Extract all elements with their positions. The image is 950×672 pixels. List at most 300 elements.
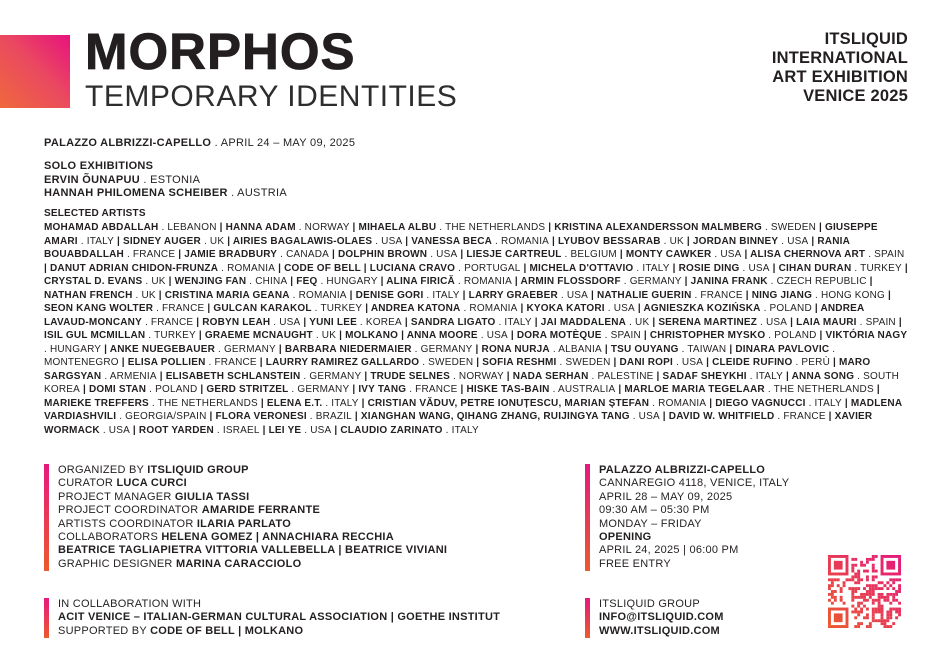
artist-item: FEQ . HUNGARY (296, 276, 378, 287)
separator: | (473, 357, 483, 368)
info-line: FREE ENTRY (599, 557, 671, 570)
section-heading: SOLO EXHIBITIONS (44, 160, 154, 172)
artist-item: MIHAELA ALBU . THE NETHERLANDS (358, 222, 546, 233)
solo-artists-list (44, 174, 287, 201)
separator: | (287, 276, 297, 287)
artist-name: YUNI LEE (309, 316, 357, 328)
separator: | (830, 357, 839, 368)
artist-item: ROSIE DING . USA (678, 262, 770, 274)
artist-name: ALINA FIRICĂ (386, 276, 455, 287)
credit-value: ITSLIQUID GROUP (147, 464, 249, 476)
branding-line: ITSLIQUID (824, 30, 908, 48)
credits-section (44, 464, 447, 571)
artist-item: CRISTIAN VĂDUV, PETRE IONUȚESCU, MARIAN ȘTEFAN . ROMANIA (367, 397, 707, 409)
info-line: CANNAREGIO 4118, VENICE, ITALY (599, 477, 790, 490)
artist-name: GRAEME MCNAUGHT (204, 330, 313, 341)
artist-item: ELISA POLLIEN . FRANCE (127, 357, 257, 368)
artist-name: SEON KANG WOLTER (44, 303, 154, 314)
separator: | (101, 343, 110, 355)
artist-item: NING JIANG . HONG KONG (751, 289, 886, 301)
artist-name: MARO SARGSYAN (44, 357, 871, 382)
artist-name: JAI MADDALENA (540, 316, 627, 328)
separator: | (351, 411, 361, 422)
separator: | (726, 343, 736, 355)
artist-item: MARO SARGSYAN . ARMENIA (44, 357, 871, 382)
separator: | (669, 262, 679, 274)
credit-line: GRAPHIC DESIGNER MARINA CARACCIOLO (58, 557, 302, 570)
artist-name: DINARA PAVLOVIC (735, 343, 830, 355)
info-line (599, 611, 724, 624)
separator: | (129, 424, 139, 436)
artist-name: CRISTIAN VĂDUV, PETRE IONUȚESCU, MARIAN ȘTEFAN (367, 397, 650, 409)
artist-item: MONTY CAWKER . USA (625, 249, 742, 260)
separator: | (361, 370, 371, 382)
artist-name: MIHAELA ALBU (358, 222, 437, 233)
venue-info-section (585, 464, 789, 571)
artist-name: ELENA E.T. (266, 397, 323, 409)
artist-item: SOFIA RESHMI . SWEDEN (482, 357, 611, 368)
artist-name: FLORA VERONESI (215, 411, 307, 422)
artist-name: SANDRA LIGATO (410, 316, 496, 328)
separator: | (873, 384, 880, 395)
artist-item: KRISTINA ALEXANDERSSON MALMBERG . SWEDEN (554, 222, 816, 233)
artist-name: DAVID W. WHITFIELD (668, 411, 775, 422)
artist-item: SERENA MARTINEZ . USA (658, 316, 788, 328)
info-value: INFO@ITSLIQUID.COM (599, 611, 724, 624)
artist-item: RANIA BOUABDALLAH . FRANCE (44, 235, 850, 260)
separator: | (346, 289, 356, 301)
artist-item: CRYSTAL D. EVANS . UK (44, 276, 166, 287)
credit-line: ARTISTS COORDINATOR ILARIA PARLATO (58, 517, 292, 530)
artist-name: VIKTÓRIA NAGY (825, 330, 908, 341)
separator: | (257, 397, 267, 409)
separator: | (360, 262, 370, 274)
artist-item: CLAUDIO ZARINATO . ITALY (340, 424, 479, 436)
artist-item: DANI ROPI . USA (619, 357, 704, 368)
branding-line: ART EXHIBITION (772, 68, 908, 86)
info-line (599, 464, 789, 477)
artist-name: ALISA CHERNOVA ART (750, 249, 866, 260)
venue-name: PALAZZO ALBRIZZI-CAPELLO (44, 137, 212, 149)
artist-item: CHRISTOPHER MYSKO . POLAND (649, 330, 817, 341)
credit-value: CODE OF BELL | MOLKANO (150, 624, 304, 637)
separator: . (211, 137, 221, 149)
artist-name: MARLOE MARIA TEGELAAR (624, 384, 765, 395)
info-line: MONDAY – FRIDAY (599, 517, 702, 530)
artist-item: IVY TANG . FRANCE (358, 384, 458, 395)
artist-name: SADAF SHEYKHI (662, 370, 747, 382)
artist-name: ANDREA KATONA (370, 303, 461, 314)
artist-item: LYUBOV BESSARAB . UK (558, 235, 684, 247)
artist-item: YUNI LEE . KOREA (309, 316, 402, 328)
artist-item: DOMI STAN . POLAND (88, 384, 198, 395)
page-title: MORPHOS (85, 23, 356, 80)
artist-name: NADA SERHAN (512, 370, 589, 382)
artist-name: CHRISTOPHER MYSKO (649, 330, 766, 341)
artist-item: SANDRA LIGATO . ITALY (410, 316, 532, 328)
artist-name: LIESJE CARTREUL (466, 249, 562, 260)
artist-item: LAIA MAURI . SPAIN (796, 316, 896, 328)
separator: | (659, 411, 669, 422)
artist-item: ALINA FIRICĂ . ROMANIA (386, 276, 512, 287)
separator: | (588, 289, 598, 301)
artist-item: AGNIESZKA KOZIŃSKA . POLAND (643, 303, 812, 314)
separator: | (398, 330, 407, 341)
separator: | (336, 330, 346, 341)
separator: | (649, 316, 659, 328)
separator: | (520, 262, 530, 274)
artist-name: ANNA SONG (791, 370, 855, 382)
artist-item: ALISA CHERNOVA ART . SPAIN (750, 249, 905, 260)
artist-item: MARLOE MARIA TEGELAAR . THE NETHERLANDS (624, 384, 874, 395)
artist-item: HANNA ADAM . NORWAY (225, 222, 350, 233)
artist-name: ANKE NUEGEBAUER (109, 343, 216, 355)
separator: | (224, 235, 233, 247)
artist-name: DIEGO VAGNUCCI (715, 397, 806, 409)
artist-name: ELISA POLLIEN (127, 357, 206, 368)
gradient-bar (44, 464, 49, 571)
separator: | (507, 330, 517, 341)
separator: | (545, 222, 555, 233)
artist-item: SIDNEY AUGER . UK (123, 235, 225, 247)
separator: | (193, 316, 203, 328)
artist-name: SIDNEY AUGER (123, 235, 201, 247)
separator: | (703, 357, 713, 368)
separator: | (706, 397, 716, 409)
artist-item: XAVIER WORMACK . USA (44, 411, 873, 436)
artist-name: AIRIES BAGALAWIS-OLAES (232, 235, 373, 247)
separator: | (866, 276, 873, 287)
info-value: PALAZZO ALBRIZZI-CAPELLO (599, 464, 766, 476)
artist-item: GRAEME MCNAUGHT . UK (204, 330, 337, 341)
info-line (599, 531, 789, 544)
artist-item: HISKE TAS-BAIN . AUSTRALIA (466, 384, 616, 395)
selected-artists-section (44, 207, 908, 437)
section-heading: SELECTED ARTISTS (44, 208, 146, 219)
artist-name: NING JIANG (751, 289, 813, 301)
artist-item: MADLENA VARDIASHVILI . GEORGIA/SPAIN (44, 397, 902, 422)
artist-name: FEQ (296, 276, 318, 287)
credit-line: SUPPORTED BY CODE OF BELL | MOLKANO (58, 624, 304, 637)
separator: | (808, 235, 818, 247)
separator: | (811, 303, 821, 314)
branding-line: VENICE 2025 (803, 87, 908, 105)
separator: | (175, 249, 185, 260)
artist-item: GIUSEPPE AMARI . ITALY (44, 222, 878, 247)
credit-value: MARINA CARACCIOLO (175, 557, 302, 570)
artist-name: WENJING FAN (174, 276, 247, 287)
artist-name: BARBARA NIEDERMAIER (284, 343, 412, 355)
credit-line (58, 544, 447, 557)
gradient-bar (585, 598, 590, 638)
separator: | (44, 262, 50, 274)
artist-name: LEI YE (268, 424, 302, 436)
artist-item: JAI MADDALENA . UK (540, 316, 650, 328)
artist-item: ANNA MOORE . USA (406, 330, 508, 341)
solo-artist-item: ERVIN ÕUNAPUU . ESTONIA (44, 173, 201, 186)
brand-gradient-square-icon (0, 35, 70, 108)
artist-name: KRISTINA ALEXANDERSSON MALMBERG (554, 222, 762, 233)
separator: | (156, 370, 166, 382)
info-line: APRIL 24, 2025 | 06:00 PM (599, 544, 739, 557)
artist-item: SEON KANG WOLTER . FRANCE (44, 303, 205, 314)
separator: | (165, 276, 175, 287)
artist-item: NATHALIE GUERIN . FRANCE (597, 289, 743, 301)
credit-value: GIULIA TASSI (174, 490, 250, 503)
artist-item: ANDREA LAVAUD-MONCANY . FRANCE (44, 303, 865, 328)
title-block (85, 23, 458, 114)
separator: | (349, 222, 359, 233)
separator: | (362, 303, 371, 314)
exhibition-dates: APRIL 24 – MAY 09, 2025 (220, 137, 356, 149)
artist-name: DANI ROPI (619, 357, 673, 368)
artist-name: DOLPHIN BROWN (337, 249, 428, 260)
artist-name: ANDREA LAVAUD-MONCANY (44, 303, 865, 328)
separator: | (401, 316, 411, 328)
artist-name: CIHAN DURAN (778, 262, 852, 274)
artist-item: ARMIN FLOSSDORF . GERMANY (520, 276, 682, 287)
info-line: ITSLIQUID GROUP (599, 598, 700, 610)
artist-item: LARRY GRAEBER . USA (468, 289, 589, 301)
credit-value: HELENA GOMEZ | ANNACHIARA RECCHIA (161, 531, 394, 544)
artist-item: ANKE NUEGEBAUER . GERMANY (109, 343, 276, 355)
artist-item: ANNA SONG . SOUTH KOREA (44, 370, 900, 395)
artist-name: MADLENA VARDIASHVILI (44, 397, 902, 422)
artist-item: GULCAN KARAKOL . TURKEY (213, 303, 363, 314)
separator: | (895, 316, 902, 328)
artist-name: ANNA MOORE (406, 330, 478, 341)
artist-name: GIUSEPPE AMARI (44, 222, 878, 247)
artist-item: MOHAMAD ABDALLAH . LEBANON (44, 222, 217, 233)
artist-name: AGNIESZKA KOZIŃSKA (643, 303, 761, 314)
separator: | (742, 289, 752, 301)
separator: | (216, 222, 226, 233)
separator: | (787, 316, 797, 328)
collaboration-section (44, 598, 500, 638)
separator: | (681, 276, 691, 287)
separator: | (653, 370, 663, 382)
venue-info-lines (599, 464, 789, 571)
artist-item: DOLPHIN BROWN . USA (337, 249, 458, 260)
info-line: 09:30 AM – 05:30 PM (599, 504, 710, 517)
artist-name: TRUDE SELNES (370, 370, 450, 382)
artist-name: VANESSA BECA (411, 235, 493, 247)
artist-item: AIRIES BAGALAWIS-OLAES . USA (232, 235, 403, 247)
artist-name: CRYSTAL D. EVANS (44, 276, 143, 287)
artist-item: TSU OUYANG . TAIWAN (610, 343, 727, 355)
artist-name: ROSIE DING (678, 262, 740, 274)
artist-name: MONTY CAWKER (625, 249, 712, 260)
artist-item: VANESSA BECA . ROMANIA (411, 235, 550, 247)
solo-artist-item: HANNAH PHILOMENA SCHEIBER . AUSTRIA (44, 187, 287, 199)
credit-line: PROJECT COORDINATOR AMARIDE FERRANTE (58, 504, 321, 517)
separator: | (197, 384, 207, 395)
artist-item: XIANGHAN WANG, QIHANG ZHANG, RUIJINGYA TANG . USA (360, 411, 660, 422)
separator: | (195, 330, 205, 341)
artist-name: GERD STRITZEL (206, 384, 289, 395)
artist-name: DENISE GORI (355, 289, 424, 301)
separator: | (601, 343, 611, 355)
artist-name: SERENA MARTINEZ (658, 316, 758, 328)
artist-item: VIKTÓRIA NAGY . HUNGARY (44, 330, 908, 355)
page-subtitle: TEMPORARY IDENTITIES (85, 80, 458, 114)
qr-code (828, 555, 901, 628)
artist-item: DANUT ADRIAN CHIDON-FRUNZA . ROMANIA (49, 262, 276, 274)
info-line (599, 625, 724, 638)
separator: | (885, 289, 892, 301)
separator: | (769, 262, 779, 274)
artist-item: ISIL GUL MCMILLAN . TURKEY (44, 330, 196, 341)
artist-item (284, 263, 361, 274)
artist-item: MICHELA D'OTTAVIO . ITALY (529, 262, 670, 274)
separator: | (275, 262, 285, 274)
artist-item: SADAF SHEYKHI . ITALY (662, 370, 784, 382)
artist-name: ERVIN ÕUNAPUU (44, 173, 140, 186)
artist-item: LAURRY RAMIREZ GALLARDO . SWEDEN (265, 357, 474, 368)
credit-line: CURATOR LUCA CURCI (58, 477, 187, 490)
separator: | (358, 397, 368, 409)
artist-name: HANNAH PHILOMENA SCHEIBER (44, 187, 228, 199)
credit-line: IN COLLABORATION WITH (58, 598, 202, 610)
credit-line: PROJECT MANAGER GIULIA TASSI (58, 490, 250, 503)
separator: | (329, 249, 338, 260)
artist-name: MOLKANO (345, 330, 399, 341)
artist-name: ISIL GUL MCMILLAN (44, 330, 146, 341)
separator: | (457, 384, 467, 395)
artist-name: DORA MOTÈQUE (516, 330, 602, 341)
artist-item: LIESJE CARTREUL . BELGIUM (466, 249, 617, 260)
artist-name: CRISTINA MARIA GEANA (164, 289, 290, 301)
artist-name: RONA NURJA (481, 343, 550, 355)
artist-name: IVY TANG (358, 384, 407, 395)
artist-item: ANDREA KATONA . ROMANIA (370, 303, 518, 314)
gradient-bar (585, 464, 590, 571)
separator: | (517, 303, 527, 314)
selected-artists-list (44, 221, 908, 437)
artist-name: JANINA FRANK (690, 276, 768, 287)
separator: | (377, 276, 387, 287)
artist-name: GULCAN KARAKOL (213, 303, 312, 314)
artist-name: HANNA ADAM (225, 222, 296, 233)
artist-item (345, 330, 398, 341)
artist-item: ELENA E.T. . ITALY (266, 397, 359, 409)
artist-item: ROOT YARDEN . ISRAEL (138, 424, 260, 436)
artist-item: NATHAN FRENCH . UK (44, 289, 156, 301)
artist-name: MICHELA D'OTTAVIO (529, 262, 634, 274)
artist-name: LARRY GRAEBER (468, 289, 558, 301)
info-value: WWW.ITSLIQUID.COM (599, 624, 720, 637)
artist-name: MARIEKE TREFFERS (44, 397, 149, 409)
artist-item: FLORA VERONESI . BRAZIL (215, 411, 352, 422)
artist-item: NADA SERHAN . PALESTINE (512, 370, 654, 382)
separator: | (640, 330, 650, 341)
artist-item: ROBYN LEAH . USA (202, 316, 301, 328)
artist-name: LYUBOV BESSARAB (558, 235, 661, 247)
separator: | (610, 357, 620, 368)
credit-value: LUCA CURCI (116, 477, 187, 490)
artist-name: CODE OF BELL (284, 262, 361, 274)
separator: | (634, 303, 644, 314)
separator: | (204, 303, 214, 314)
artist-name: JAMIE BRADBURY (184, 249, 278, 260)
artist-item: LUCIANA CRAVO . PORTUGAL (369, 262, 521, 274)
venue-dates-line (44, 137, 355, 149)
separator: | (256, 357, 266, 368)
collaboration-lines (58, 598, 500, 638)
artist-item: DAVID W. WHITFIELD . FRANCE (668, 411, 826, 422)
event-branding (772, 30, 908, 106)
contact-section (585, 598, 724, 638)
solo-exhibitions-section (44, 160, 287, 201)
artist-name: XIANGHAN WANG, QIHANG ZHANG, RUIJINGYA TANG (360, 411, 630, 422)
separator: | (741, 249, 751, 260)
artist-item: TRUDE SELNES . NORWAY (370, 370, 504, 382)
credits-lines (58, 464, 447, 571)
artist-name: NATHALIE GUERIN (597, 289, 692, 301)
separator: | (114, 235, 123, 247)
artist-name: DANUT ADRIAN CHIDON-FRUNZA (49, 262, 219, 274)
artist-name: KYOKA KATORI (526, 303, 605, 314)
separator: | (331, 424, 341, 436)
artist-item: MARIEKE TREFFERS . THE NETHERLANDS (44, 397, 258, 409)
separator: | (503, 370, 513, 382)
separator: | (300, 316, 310, 328)
separator: | (349, 384, 359, 395)
artist-item: DORA MOTÈQUE . SPAIN (516, 330, 641, 341)
separator: | (275, 343, 285, 355)
artist-item: GERD STRITZEL . GERMANY (206, 384, 350, 395)
separator: | (783, 370, 792, 382)
artist-name: SOFIA RESHMI (482, 357, 557, 368)
separator: | (825, 411, 835, 422)
credit-line: COLLABORATORS HELENA GOMEZ | ANNACHIARA RECCHIA (58, 531, 394, 544)
separator: | (531, 316, 541, 328)
artist-name: ROBYN LEAH (202, 316, 271, 328)
artist-name: HISKE TAS-BAIN (466, 384, 550, 395)
artist-name: LAIA MAURI (796, 316, 857, 328)
artist-item: JANINA FRANK . CZECH REPUBLIC (690, 276, 867, 287)
gradient-bar (44, 598, 49, 638)
artist-item: DIEGO VAGNUCCI . ITALY (715, 397, 842, 409)
artist-name: XAVIER WORMACK (44, 411, 873, 436)
artist-name: CLAUDIO ZARINATO (340, 424, 443, 436)
artist-name: DOMI STAN (88, 384, 147, 395)
artist-item: BARBARA NIEDERMAIER . GERMANY (284, 343, 473, 355)
separator: | (901, 262, 908, 274)
artist-name: ROOT YARDEN (138, 424, 214, 436)
artist-item: KYOKA KATORI . USA (526, 303, 635, 314)
artist-name: MOHAMAD ABDALLAH (44, 222, 159, 233)
artist-item: DENISE GORI . ITALY (355, 289, 460, 301)
artist-item: WENJING FAN . CHINA (174, 276, 288, 287)
credit-value: ACIT VENICE – ITALIAN-GERMAN CULTURAL ASSOCIATION | GOETHE INSTITUT (58, 611, 501, 624)
artist-name: NATHAN FRENCH (44, 289, 133, 301)
artist-item: CRISTINA MARIA GEANA . ROMANIA (164, 289, 347, 301)
artist-name: TSU OUYANG (610, 343, 679, 355)
separator: | (459, 289, 469, 301)
separator: | (259, 424, 269, 436)
artist-item: JORDAN BINNEY . USA (692, 235, 809, 247)
credit-value: AMARIDE FERRANTE (201, 504, 321, 517)
separator: | (118, 357, 128, 368)
credit-value: ILARIA PARLATO (196, 517, 292, 530)
separator: | (816, 330, 826, 341)
contact-lines (599, 598, 724, 638)
artist-name: LUCIANA CRAVO (369, 262, 456, 274)
artist-name: CLEIDE RUFINO (712, 357, 793, 368)
separator: | (155, 289, 165, 301)
branding-line: INTERNATIONAL (771, 49, 908, 67)
